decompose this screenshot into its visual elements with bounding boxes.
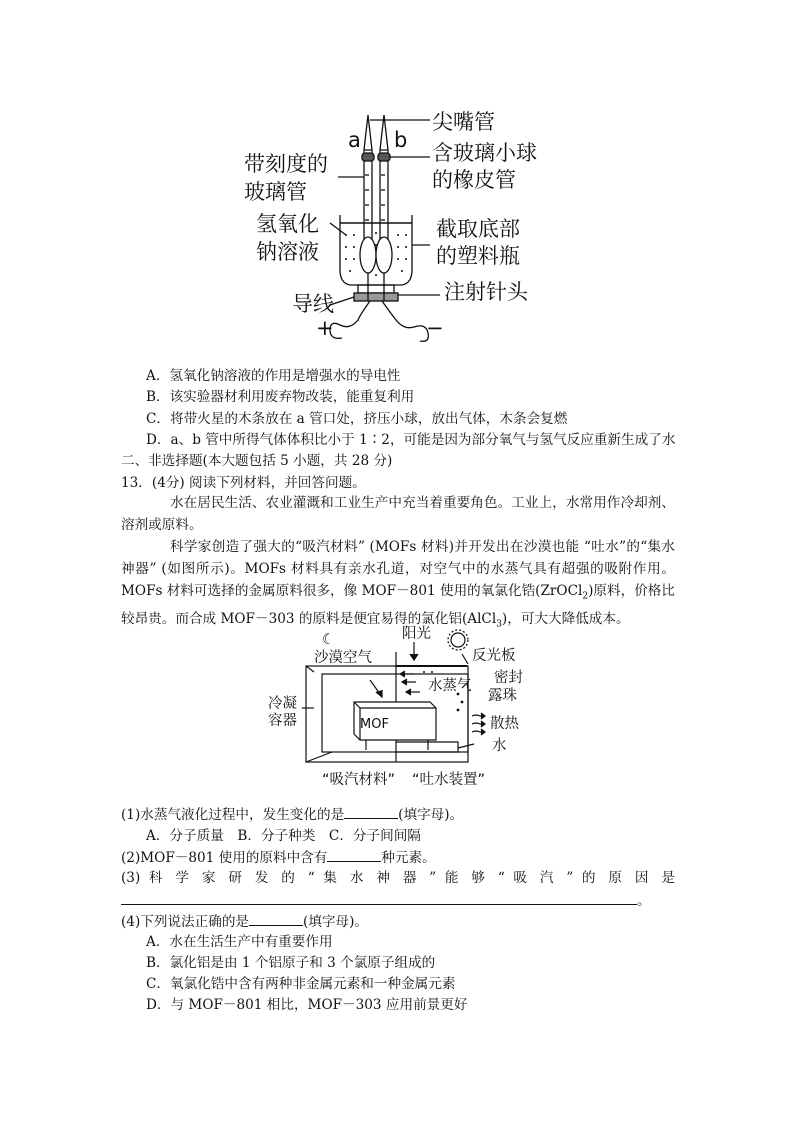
naoh-label-2: 钠溶液: [256, 240, 319, 264]
q13-sub1-options: A．分子质量 B．分子种类 C．分子间间隔: [146, 828, 421, 844]
glass-tube-label-1: 带刻度的: [244, 152, 328, 176]
water-harvester-figure: [262, 624, 532, 794]
q12-option-c: C．将带火星的木条放在 a 管口处，挤压小球，放出气体，木条会复燃: [146, 411, 568, 427]
answer-blank-3[interactable]: [121, 890, 637, 905]
q13-sub3: (3) 科 学 家 研 发 的 “ 集 水 神 器 ” 能 够 “ 吸 汽 ” 的 原 因 是: [121, 870, 675, 886]
moon-icon: ☾: [322, 632, 335, 648]
answer-blank-4[interactable]: [249, 911, 303, 926]
rubber-tube-label-2: 的橡皮管: [432, 168, 516, 192]
rubber-tube-label-1: 含玻璃小球: [432, 141, 537, 165]
q13-sub2: (2)MOF－801 使用的原料中含有 种元素。: [121, 847, 436, 868]
electrolysis-apparatus-figure: [230, 105, 560, 360]
wire-label: 导线: [292, 292, 334, 316]
water-label: 水: [492, 738, 507, 754]
q13-sub1: (1)水蒸气液化过程中，发生变化的是 (填字母)。: [121, 804, 463, 825]
bottle-label-2: 的塑料瓶: [436, 244, 520, 268]
q13-sub4-option-d: D．与 MOF－801 相比，MOF－303 应用前景更好: [146, 997, 468, 1013]
minus-label: −: [426, 316, 444, 340]
answer-blank-1[interactable]: [344, 804, 398, 819]
q13-header: 13．(4分) 阅读下列材料，并回答问题。: [121, 475, 366, 491]
q13-sub4-option-c: C．氧氯化锆中含有两种非金属元素和一种金属元素: [146, 976, 456, 992]
sealed-label: 密封: [494, 670, 523, 686]
water-vapor-label: 水蒸气: [428, 678, 472, 694]
q13-sub4: (4)下列说法正确的是 (填字母)。: [121, 911, 368, 932]
q12-option-a: A．氢氧化钠溶液的作用是增强水的导电性: [146, 368, 401, 384]
sunlight-label: 阳光: [402, 626, 431, 642]
dew-label: 露珠: [488, 688, 517, 704]
condenser-label-1: 冷凝: [268, 696, 297, 712]
tip-tube-label: 尖嘴管: [432, 110, 495, 134]
mof-label: MOF: [360, 717, 389, 732]
caption-adsorbent: “吸汽材料”: [322, 772, 396, 788]
plus-label: +: [316, 316, 334, 340]
bottle-label-1: 截取底部: [436, 217, 520, 241]
q13-sub4-option-a: A．水在生活生产中有重要作用: [146, 934, 333, 950]
tube-b-label: b: [394, 128, 408, 152]
desert-air-label: 沙漠空气: [314, 650, 372, 666]
q13-paragraph-2: 科学家创造了强大的“吸汽材料” (MOFs 材料)并开发出在沙漠也能 “吐水”的“集水神器” (如图所示)。MOFs 材料具有亲水孔道，对空气中的水蒸气具有超强的吸附作用。MOFs 材料可选择的金属原料很多，像 MOF－801 使用的氧氯化锆(ZrOCl$_2$)原料，价格比较昂贵。而合成 MOF－303 的原料是便宜易得的氯化铝(AlCl$_3$)，可大大降低成本。: [121, 539, 675, 630]
q12-option-d: D．a、b 管中所得气体体积比小于 1∶2，可能是因为部分氧气与氢气反应重新生成了水: [146, 432, 676, 448]
q12-option-b: B．该实验器材利用废弃物改装，能重复利用: [146, 389, 415, 405]
q13-sub3-answer-line: 。: [121, 890, 651, 911]
reflector-label: 反光板: [472, 648, 516, 664]
caption-water-device: “吐水装置”: [412, 772, 486, 788]
condenser-label-2: 容器: [268, 713, 297, 729]
answer-blank-2[interactable]: [327, 847, 381, 862]
heat-dissipation-label: 散热: [490, 716, 519, 732]
q13-sub4-option-b: B．氯化铝是由 1 个铝原子和 3 个氯原子组成的: [146, 955, 436, 971]
naoh-label-1: 氢氧化: [256, 212, 319, 236]
q13-paragraph-1: 水在居民生活、农业灌溉和工业生产中充当着重要角色。工业上，水常用作冷却剂、溶剂或原料。: [121, 495, 675, 533]
section-2-title: 二、非选择题(本大题包括 5 小题，共 28 分): [121, 453, 393, 469]
glass-tube-label-2: 玻璃管: [244, 180, 307, 204]
needle-label: 注射针头: [444, 280, 528, 304]
tube-a-label: a: [348, 128, 361, 152]
